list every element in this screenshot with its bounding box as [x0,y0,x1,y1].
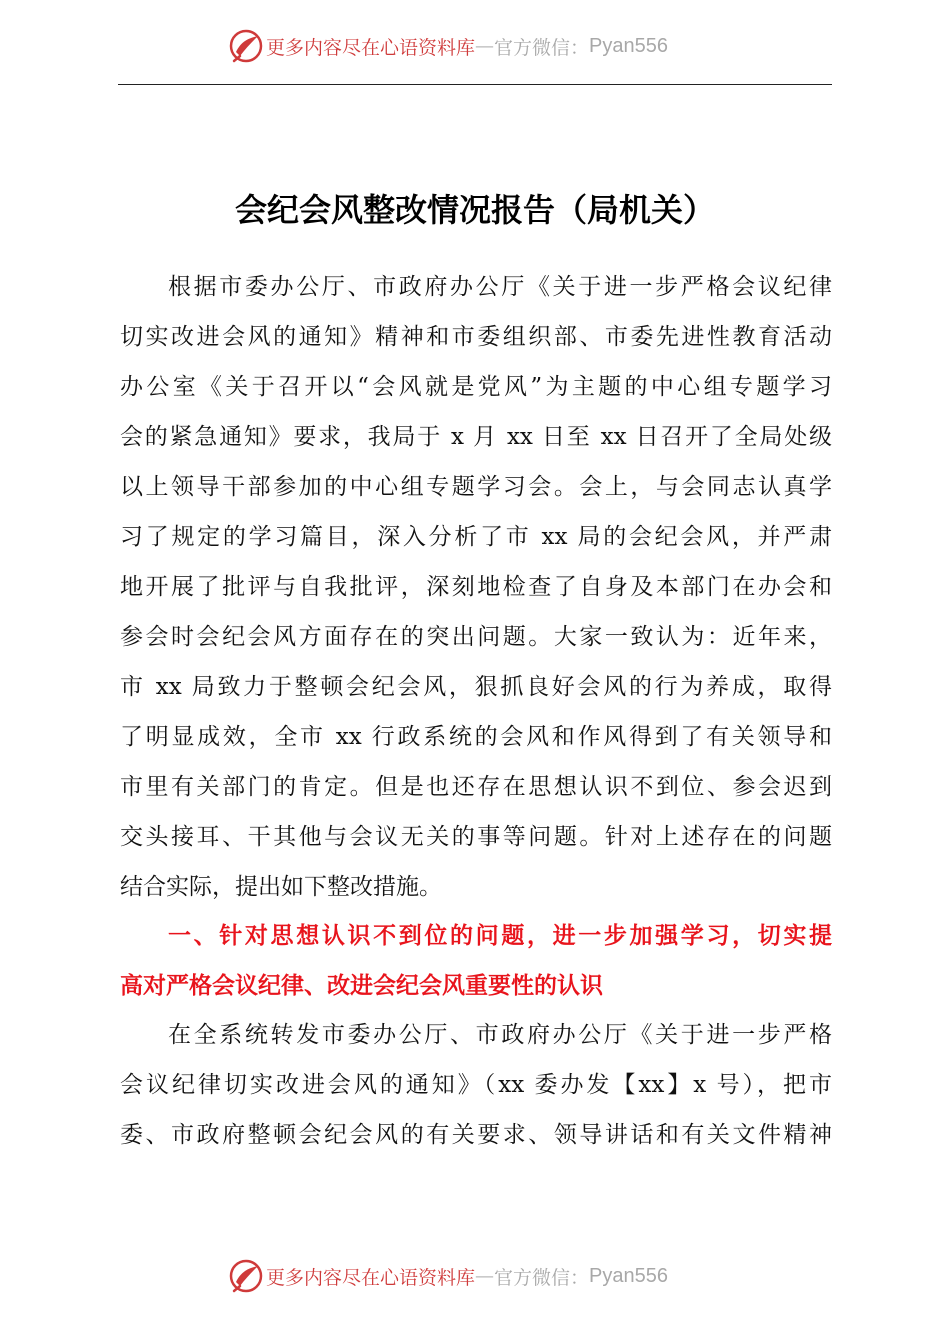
text-line: 市 xx 局致力于整顿会纪会风，狠抓良好会风的行为养成，取得 [120,674,832,700]
text-line: 结合实际，提出如下整改措施。 [120,874,442,900]
text-line: 参会时会纪会风方面存在的突出问题。大家一致认为：近年来， [120,624,832,650]
heading-line: 一、针对思想认识不到位的问题，进一步加强学习，切实提 [168,923,832,949]
header-separator: — [475,35,495,57]
text-line: 了明显成效，全市 xx 行政系统的会风和作风得到了有关领导和 [120,724,832,750]
header-wechat-id: Pyan556 [589,34,668,57]
text-line: 会的紧急通知》要求，我局于 x 月 xx 日至 xx 日召开了全局处级 [120,424,832,450]
header-divider [118,84,832,85]
heading-line: 高对严格会议纪律、改进会纪会风重要性的认识 [120,973,603,999]
brand-logo-icon [228,1258,264,1294]
text-line: 办公室《关于召开以“会风就是党风”为主题的中心组专题学习 [120,374,832,400]
header-brand-text: 更多内容尽在心语资料库 [266,36,476,59]
text-line: 根据市委办公厅、市政府办公厅《关于进一步严格会议纪律 [168,274,832,300]
document-title: 会纪会风整改情况报告（局机关） [234,191,715,229]
page-footer [0,1258,950,1298]
footer-brand-text: 更多内容尽在心语资料库 [266,1266,476,1289]
text-line: 会议纪律切实改进会风的通知》（xx 委办发【xx】x 号），把市 [120,1072,832,1098]
page-header [0,28,950,68]
text-line: 习了规定的学习篇目，深入分析了市 xx 局的会纪会风，并严肃 [120,524,832,550]
header-brand [228,28,668,64]
footer-separator: — [475,1265,495,1287]
header-wechat-label: 官方微信： [494,36,590,59]
text-line: 委、市政府整顿会纪会风的有关要求、领导讲话和有关文件精神 [120,1122,832,1148]
text-line: 切实改进会风的通知》精神和市委组织部、市委先进性教育活动 [120,324,832,350]
text-line: 在全系统转发市委办公厅、市政府办公厅《关于进一步严格 [168,1022,832,1048]
text-line: 地开展了批评与自我批评，深刻地检查了自身及本部门在办会和 [120,574,832,600]
footer-wechat-id: Pyan556 [589,1264,668,1287]
text-line: 以上领导干部参加的中心组专题学习会。会上，与会同志认真学 [120,474,832,500]
text-line: 市里有关部门的肯定。但是也还存在思想认识不到位、参会迟到 [120,774,832,800]
footer-wechat-label: 官方微信： [494,1266,590,1289]
footer-brand [228,1258,668,1294]
brand-logo-icon [228,28,264,64]
text-line: 交头接耳、干其他与会议无关的事等问题。针对上述存在的问题 [120,824,832,850]
